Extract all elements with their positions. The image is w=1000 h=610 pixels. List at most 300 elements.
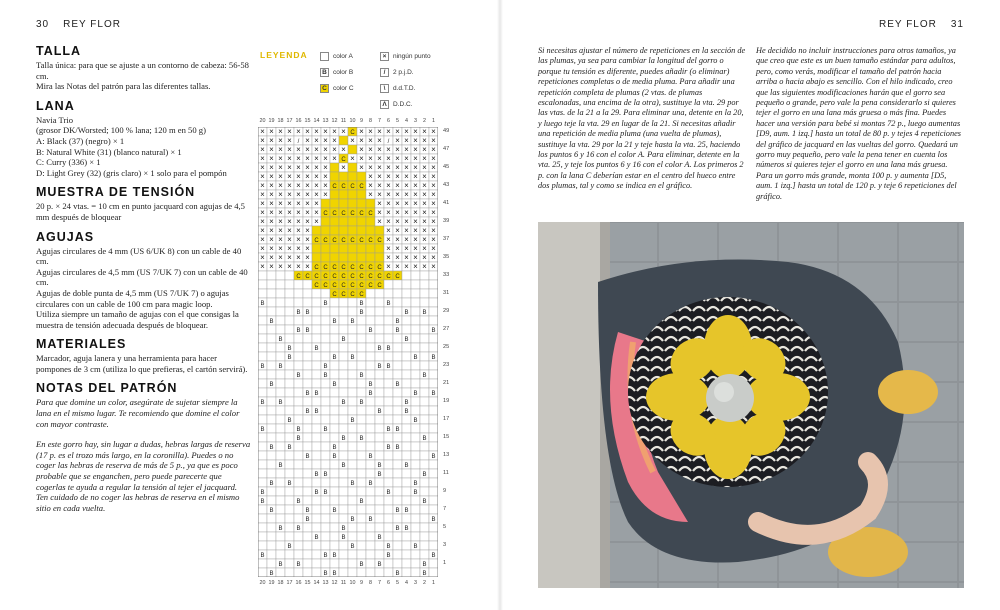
- chart-cell: [366, 361, 375, 370]
- chart-symbol: ×: [323, 145, 328, 154]
- chart-symbol: ×: [269, 127, 274, 136]
- chart-cell: [402, 514, 411, 523]
- chart-cell: [330, 343, 339, 352]
- agujas-line: Agujas de doble punta de 4,5 mm (US 7/UK 7) o agujas circulares con un cable de 100 cm para magic loop.: [36, 287, 229, 309]
- chart-symbol: B: [305, 409, 310, 415]
- chart-cell: [312, 397, 321, 406]
- chart-cell: [339, 226, 348, 235]
- chart-symbol: B: [404, 310, 409, 316]
- chart-column-number: 11: [340, 580, 347, 586]
- chart-symbol: B: [413, 391, 418, 397]
- chart-symbol: ×: [269, 208, 274, 217]
- chart-symbol: ×: [395, 199, 400, 208]
- chart-cell: [267, 433, 276, 442]
- chart-symbol: ×: [422, 190, 427, 199]
- chart-symbol: ×: [323, 154, 328, 163]
- chart-cell: [339, 343, 348, 352]
- chart-cell: [321, 226, 330, 235]
- chart-cell: [339, 541, 348, 550]
- chart-symbol: ×: [287, 172, 292, 181]
- chart-symbol: ×: [323, 127, 328, 136]
- chart-row-label: 23: [443, 362, 450, 368]
- chart-cell: [366, 199, 375, 208]
- chart-symbol: ×: [278, 217, 283, 226]
- chart-cell: [330, 469, 339, 478]
- chart-column-number: 20: [259, 580, 266, 586]
- chart-symbol: ×: [323, 136, 328, 145]
- chart-cell: [348, 424, 357, 433]
- chart-cell: [303, 568, 312, 577]
- running-title: REY FLOR: [879, 19, 937, 30]
- chart-symbol: B: [395, 319, 400, 325]
- chart-symbol: ×: [296, 190, 301, 199]
- chart-cell: [258, 271, 267, 280]
- chart-cell: [312, 289, 321, 298]
- chart-cell: [357, 172, 366, 181]
- chart-symbol: B: [404, 508, 409, 514]
- chart-cell: [285, 460, 294, 469]
- chart-cell: [357, 451, 366, 460]
- chart-symbol: ×: [413, 127, 418, 136]
- chart-cell: [384, 433, 393, 442]
- chart-symbol: B: [296, 328, 301, 334]
- chart-row-label: 49: [443, 128, 450, 134]
- chart-cell: [321, 532, 330, 541]
- chart-symbol: C: [350, 292, 355, 298]
- chart-symbol: ×: [422, 163, 427, 172]
- chart-symbol: ×: [278, 199, 283, 208]
- chart-cell: [294, 334, 303, 343]
- chart-column-number: 13: [322, 118, 329, 124]
- chart-symbol: B: [395, 427, 400, 433]
- left-folio: [36, 19, 121, 30]
- lana-line: Navia Trio: [36, 114, 74, 125]
- chart-cell: [294, 532, 303, 541]
- chart-symbol: ×: [278, 244, 283, 253]
- chart-cell: [303, 379, 312, 388]
- chart-symbol: ×: [413, 163, 418, 172]
- chart-symbol: B: [395, 508, 400, 514]
- chart-symbol: ×: [287, 262, 292, 271]
- chart-symbol: B: [260, 427, 265, 433]
- chart-symbol: ×: [314, 172, 319, 181]
- chart-symbol: ×: [413, 226, 418, 235]
- chart-symbol: ×: [386, 217, 391, 226]
- chart-cell: [294, 352, 303, 361]
- chart-symbol: B: [323, 364, 328, 370]
- chart-cell: [267, 271, 276, 280]
- chart-symbol: B: [305, 517, 310, 523]
- chart-symbol: ×: [269, 262, 274, 271]
- chart-column-number: 4: [405, 580, 408, 586]
- chart-cell: [330, 163, 339, 172]
- chart-symbol: ×: [422, 253, 427, 262]
- chart-symbol: C: [359, 238, 364, 244]
- chart-symbol: ×: [368, 136, 373, 145]
- chart-cell: [375, 334, 384, 343]
- chart-symbol: C: [341, 265, 346, 271]
- chart-cell: [267, 307, 276, 316]
- chart-cell: [330, 460, 339, 469]
- chart-symbol: ×: [386, 253, 391, 262]
- chart-cell: [339, 298, 348, 307]
- chart-symbol: ×: [413, 181, 418, 190]
- chart-column-number: 10: [349, 580, 356, 586]
- chart-symbol: B: [296, 427, 301, 433]
- chart-cell: [420, 442, 429, 451]
- chart-cell: [393, 559, 402, 568]
- notas-paragraph: Para que domine un color, asegúrate de sujetar siempre la lana en el mismo lugar. Te recomiendo que domine el color con mayor contraste.: [36, 397, 240, 429]
- chart-cell: [267, 361, 276, 370]
- chart-cell: [420, 352, 429, 361]
- chart-symbol: ×: [395, 154, 400, 163]
- chart-cell: [357, 469, 366, 478]
- chart-cell: [402, 451, 411, 460]
- chart-cell: [366, 370, 375, 379]
- chart-cell: [303, 424, 312, 433]
- chart-row-label: 29: [443, 308, 450, 314]
- chart-cell: [267, 550, 276, 559]
- chart-cell: [276, 307, 285, 316]
- chart-symbol: C: [350, 211, 355, 217]
- chart-cell: [339, 568, 348, 577]
- chart-cell: [348, 199, 357, 208]
- chart-cell: [420, 343, 429, 352]
- chart-cell: [321, 451, 330, 460]
- chart-cell: [357, 505, 366, 514]
- section-heading-notas: NOTAS DEL PATRÓN: [36, 381, 178, 396]
- chart-cell: [339, 505, 348, 514]
- chart-column-number: 20: [259, 118, 266, 124]
- chart-symbol: B: [368, 517, 373, 523]
- chart-symbol: C: [350, 238, 355, 244]
- chart-symbol: ×: [422, 226, 427, 235]
- chart-symbol: C: [368, 283, 373, 289]
- chart-column-number: 1: [432, 580, 435, 586]
- legend-item-ssk: \ d.d.T.D.: [380, 84, 415, 93]
- legend-item-color-c: C color C: [320, 84, 354, 93]
- chart-symbol: B: [314, 346, 319, 352]
- chart-symbol: B: [260, 490, 265, 496]
- chart-symbol: C: [323, 211, 328, 217]
- chart-row-label: 9: [443, 488, 447, 494]
- chart-symbol: C: [332, 274, 337, 280]
- chart-symbol: ×: [377, 208, 382, 217]
- chart-cell: [258, 415, 267, 424]
- chart-column-number: 11: [340, 118, 347, 124]
- chart-symbol: ×: [422, 217, 427, 226]
- chart-cell: [258, 568, 267, 577]
- chart-cell: [348, 469, 357, 478]
- chart-cell: [393, 298, 402, 307]
- chart-symbol: ×: [260, 253, 265, 262]
- chart-cell: [393, 352, 402, 361]
- chart-cell: [285, 469, 294, 478]
- chart-cell: [384, 307, 393, 316]
- chart-symbol: B: [323, 571, 328, 577]
- chart-cell: [330, 298, 339, 307]
- chart-cell: [285, 271, 294, 280]
- chart-symbol: ×: [431, 136, 436, 145]
- chart-cell: [375, 253, 384, 262]
- chart-symbol: ×: [305, 208, 310, 217]
- chart-cell: [258, 532, 267, 541]
- chart-symbol: ×: [404, 163, 409, 172]
- chart-symbol: ×: [260, 190, 265, 199]
- chart-cell: [429, 541, 438, 550]
- chart-symbol: ×: [359, 127, 364, 136]
- chart-symbol: ×: [404, 217, 409, 226]
- chart-cell: [348, 451, 357, 460]
- chart-symbol: B: [350, 418, 355, 424]
- chart-symbol: B: [386, 427, 391, 433]
- chart-cell: [384, 334, 393, 343]
- chart-cell: [393, 550, 402, 559]
- chart-cell: [330, 406, 339, 415]
- chart-symbol: B: [422, 562, 427, 568]
- chart-symbol: ×: [296, 244, 301, 253]
- chart-cell: [393, 289, 402, 298]
- chart-cell: [402, 541, 411, 550]
- chart-symbol: B: [386, 346, 391, 352]
- chart-cell: [258, 460, 267, 469]
- chart-symbol: ×: [431, 145, 436, 154]
- chart-cell: [321, 334, 330, 343]
- chart-symbol: B: [278, 364, 283, 370]
- chart-cell: [285, 316, 294, 325]
- chart-cell: [384, 478, 393, 487]
- chart-cell: [366, 298, 375, 307]
- chart-symbol: B: [269, 445, 274, 451]
- chart-cell: [339, 352, 348, 361]
- chart-symbol: ×: [386, 190, 391, 199]
- chart-cell: [276, 379, 285, 388]
- chart-cell: [375, 325, 384, 334]
- chart-symbol: ×: [305, 181, 310, 190]
- chart-cell: [258, 442, 267, 451]
- chart-row-label: 5: [443, 524, 447, 530]
- chart-cell: [294, 550, 303, 559]
- chart-cell: [267, 325, 276, 334]
- chart-symbol: ×: [296, 235, 301, 244]
- chart-cell: [285, 379, 294, 388]
- chart-cell: [321, 253, 330, 262]
- chart-cell: [375, 388, 384, 397]
- chart-row-label: 27: [443, 326, 450, 332]
- chart-symbol: B: [359, 400, 364, 406]
- chart-cell: [357, 226, 366, 235]
- chart-symbol: ×: [323, 190, 328, 199]
- chart-cell: [420, 541, 429, 550]
- chart-symbol: ×: [422, 172, 427, 181]
- chart-cell: [393, 307, 402, 316]
- chart-symbol: ×: [422, 262, 427, 271]
- chart-column-number: 7: [378, 580, 381, 586]
- chart-cell: [375, 568, 384, 577]
- chart-symbol: ×: [278, 262, 283, 271]
- chart-cell: [366, 352, 375, 361]
- chart-symbol: ×: [296, 253, 301, 262]
- chart-cell: [357, 532, 366, 541]
- chart-symbol: C: [314, 265, 319, 271]
- chart-cell: [339, 388, 348, 397]
- chart-symbol: ×: [368, 190, 373, 199]
- chart-cell: [267, 388, 276, 397]
- chart-symbol: B: [359, 373, 364, 379]
- chart-cell: [258, 343, 267, 352]
- chart-symbol: ×: [278, 127, 283, 136]
- chart-symbol: B: [296, 562, 301, 568]
- chart-symbol: ×: [395, 226, 400, 235]
- chart-cell: [303, 370, 312, 379]
- chart-symbol: B: [386, 445, 391, 451]
- chart-symbol: ×: [287, 127, 292, 136]
- chart-cell: [357, 343, 366, 352]
- chart-cell: [429, 532, 438, 541]
- chart-cell: [330, 487, 339, 496]
- chart-cell: [348, 523, 357, 532]
- legend-swatch: B: [320, 68, 329, 77]
- chart-column-number: 2: [423, 118, 426, 124]
- chart-cell: [375, 550, 384, 559]
- chart-cell: [393, 280, 402, 289]
- chart-symbol: B: [305, 328, 310, 334]
- chart-cell: [429, 568, 438, 577]
- chart-cell: [294, 361, 303, 370]
- chart-symbol: ×: [314, 217, 319, 226]
- chart-symbol: ×: [278, 226, 283, 235]
- right-folio: [879, 19, 964, 30]
- chart-cell: [411, 496, 420, 505]
- chart-cell: [276, 424, 285, 433]
- chart-symbol: C: [368, 211, 373, 217]
- chart-cell: [339, 487, 348, 496]
- pattern-info-column: [36, 44, 251, 513]
- chart-symbol: B: [287, 346, 292, 352]
- chart-cell: [366, 397, 375, 406]
- chart-symbol: C: [332, 211, 337, 217]
- chart-cell: [402, 316, 411, 325]
- chart-cell: [357, 199, 366, 208]
- chart-cell: [267, 334, 276, 343]
- chart-cell: [420, 415, 429, 424]
- chart-symbol: B: [341, 400, 346, 406]
- chart-cell: [429, 487, 438, 496]
- chart-cell: [267, 424, 276, 433]
- chart-cell: [357, 424, 366, 433]
- chart-cell: [303, 433, 312, 442]
- chart-cell: [258, 433, 267, 442]
- chart-cell: [402, 559, 411, 568]
- chart-symbol: B: [278, 526, 283, 532]
- chart-cell: [285, 406, 294, 415]
- chart-symbol: ×: [431, 226, 436, 235]
- chart-cell: [366, 496, 375, 505]
- chart-row-label: 41: [443, 200, 450, 206]
- chart-cell: [384, 370, 393, 379]
- chart-cell: [411, 433, 420, 442]
- chart-symbol: ×: [413, 217, 418, 226]
- chart-cell: [258, 370, 267, 379]
- section-heading-talla: TALLA: [36, 44, 82, 58]
- chart-symbol: ×: [404, 208, 409, 217]
- chart-symbol: ×: [305, 163, 310, 172]
- chart-column-number: 8: [369, 580, 372, 586]
- chart-cell: [375, 244, 384, 253]
- chart-symbol: ×: [341, 163, 346, 172]
- chart-symbol: B: [377, 364, 382, 370]
- chart-cell: [348, 370, 357, 379]
- chart-symbol: ×: [269, 172, 274, 181]
- chart-symbol: ×: [314, 208, 319, 217]
- chart-cell: [312, 559, 321, 568]
- chart-cell: [321, 379, 330, 388]
- chart-cell: [303, 523, 312, 532]
- chart-cell: [330, 433, 339, 442]
- chart-cell: [375, 415, 384, 424]
- chart-symbol: C: [323, 265, 328, 271]
- chart-symbol: ×: [368, 154, 373, 163]
- chart-column-number: 14: [313, 118, 320, 124]
- chart-symbol: ×: [422, 154, 427, 163]
- chart-cell: [285, 523, 294, 532]
- chart-cell: [276, 487, 285, 496]
- chart-cell: [411, 442, 420, 451]
- chart-cell: [258, 379, 267, 388]
- chart-symbol: ×: [332, 136, 337, 145]
- colorwork-chart: [258, 127, 438, 577]
- chart-symbol: ×: [305, 154, 310, 163]
- chart-symbol: B: [368, 391, 373, 397]
- chart-symbol: ×: [377, 190, 382, 199]
- chart-cell: [267, 469, 276, 478]
- chart-cell: [357, 379, 366, 388]
- chart-symbol: ×: [404, 181, 409, 190]
- chart-symbol: C: [314, 238, 319, 244]
- chart-symbol: C: [350, 274, 355, 280]
- chart-symbol: ×: [287, 136, 292, 145]
- chart-cell: [429, 343, 438, 352]
- chart-cell: [258, 541, 267, 550]
- chart-cell: [384, 496, 393, 505]
- chart-cell: [267, 541, 276, 550]
- chart-cell: [348, 307, 357, 316]
- chart-row-label: 21: [443, 380, 450, 386]
- chart-symbol: C: [332, 184, 337, 190]
- chart-symbol: C: [296, 274, 301, 280]
- chart-cell: [276, 316, 285, 325]
- chart-symbol: ×: [386, 244, 391, 253]
- chart-cell: [357, 541, 366, 550]
- chart-cell: [429, 316, 438, 325]
- chart-cell: [384, 505, 393, 514]
- chart-cell: [330, 172, 339, 181]
- chart-cell: [366, 343, 375, 352]
- chart-symbol: B: [323, 490, 328, 496]
- chart-cell: [420, 406, 429, 415]
- chart-cell: [339, 325, 348, 334]
- chart-symbol: B: [431, 553, 436, 559]
- chart-symbol: ×: [377, 217, 382, 226]
- chart-cell: [276, 370, 285, 379]
- chart-symbol: ×: [305, 136, 310, 145]
- chart-cell: [303, 289, 312, 298]
- chart-symbol: ×: [395, 217, 400, 226]
- chart-symbol: ×: [278, 253, 283, 262]
- chart-symbol: ×: [305, 145, 310, 154]
- chart-symbol: ×: [422, 127, 427, 136]
- chart-cell: [411, 397, 420, 406]
